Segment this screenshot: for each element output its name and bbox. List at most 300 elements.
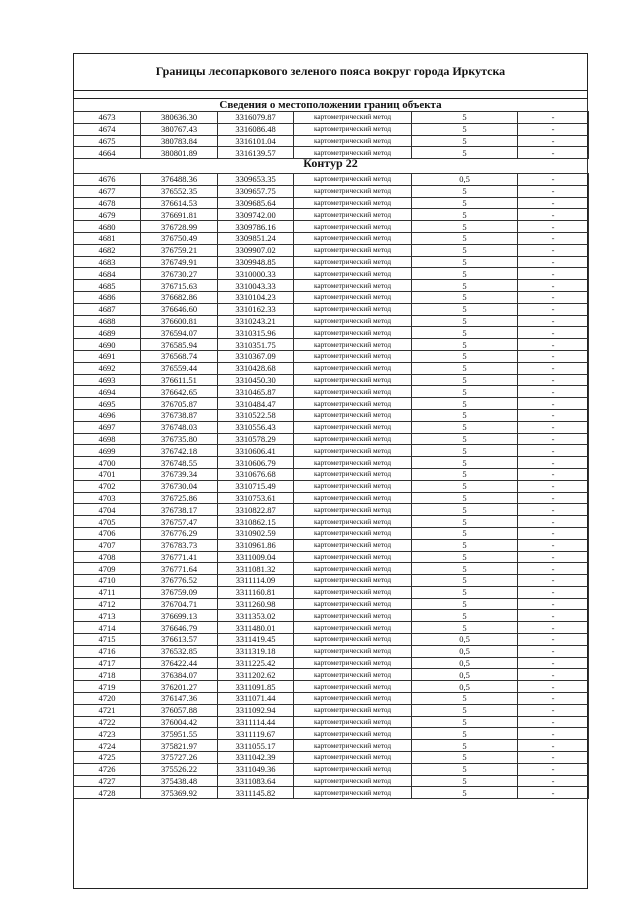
point-number-cell: 4703 <box>74 492 141 504</box>
note-cell: - <box>518 586 589 598</box>
coord-x-cell: 376384.07 <box>141 669 218 681</box>
coord-x-cell: 376738.17 <box>141 504 218 516</box>
table-row <box>74 716 589 728</box>
accuracy-cell: 5 <box>412 421 518 433</box>
coord-y-cell: 3311202.62 <box>218 669 294 681</box>
coord-x-cell: 376757.47 <box>141 516 218 528</box>
note-cell: - <box>518 350 589 362</box>
coord-y-cell: 3311042.39 <box>218 752 294 764</box>
coord-x-cell: 376568.74 <box>141 350 218 362</box>
point-number-cell: 4721 <box>74 704 141 716</box>
accuracy-cell: 5 <box>412 147 518 159</box>
coord-y-cell: 3310351.75 <box>218 339 294 351</box>
coord-y-cell: 3310578.29 <box>218 433 294 445</box>
table-row <box>74 527 589 539</box>
point-number-cell: 4698 <box>74 433 141 445</box>
coord-x-cell: 376748.03 <box>141 421 218 433</box>
coord-x-cell: 376783.73 <box>141 539 218 551</box>
point-number-cell: 4686 <box>74 291 141 303</box>
method-cell: картометрический метод <box>294 740 412 752</box>
point-number-cell: 4675 <box>74 135 141 147</box>
accuracy-cell: 5 <box>412 492 518 504</box>
coord-y-cell: 3311319.18 <box>218 645 294 657</box>
table-row <box>74 752 589 764</box>
table-row <box>74 622 589 634</box>
accuracy-cell: 5 <box>412 787 518 799</box>
point-number-cell: 4726 <box>74 763 141 775</box>
point-number-cell: 4724 <box>74 740 141 752</box>
table-row <box>74 398 589 410</box>
accuracy-cell: 5 <box>412 704 518 716</box>
note-cell: - <box>518 468 589 480</box>
coord-x-cell: 375951.55 <box>141 728 218 740</box>
method-cell: картометрический метод <box>294 256 412 268</box>
accuracy-cell: 5 <box>412 445 518 457</box>
note-cell: - <box>518 787 589 799</box>
method-cell: картометрический метод <box>294 339 412 351</box>
point-number-cell: 4711 <box>74 586 141 598</box>
coord-x-cell: 376739.34 <box>141 468 218 480</box>
note-cell: - <box>518 492 589 504</box>
note-cell: - <box>518 775 589 787</box>
point-number-cell: 4694 <box>74 386 141 398</box>
coord-y-cell: 3310043.33 <box>218 280 294 292</box>
coord-x-cell: 376771.64 <box>141 563 218 575</box>
coord-y-cell: 3310902.59 <box>218 527 294 539</box>
accuracy-cell: 5 <box>412 221 518 233</box>
note-cell: - <box>518 740 589 752</box>
note-cell: - <box>518 610 589 622</box>
method-cell: картометрический метод <box>294 421 412 433</box>
method-cell: картометрический метод <box>294 398 412 410</box>
accuracy-cell: 0,5 <box>412 645 518 657</box>
point-number-cell: 4704 <box>74 504 141 516</box>
method-cell: картометрический метод <box>294 185 412 197</box>
note-cell: - <box>518 752 589 764</box>
accuracy-cell: 5 <box>412 457 518 469</box>
point-number-cell: 4681 <box>74 232 141 244</box>
coord-y-cell: 3311049.36 <box>218 763 294 775</box>
coord-x-cell: 376749.91 <box>141 256 218 268</box>
method-cell: картометрический метод <box>294 681 412 693</box>
point-number-cell: 4717 <box>74 657 141 669</box>
method-cell: картометрический метод <box>294 728 412 740</box>
note-cell: - <box>518 445 589 457</box>
note-cell: - <box>518 575 589 587</box>
coord-x-cell: 376725.86 <box>141 492 218 504</box>
method-cell: картометрический метод <box>294 232 412 244</box>
accuracy-cell: 5 <box>412 409 518 421</box>
point-number-cell: 4689 <box>74 327 141 339</box>
note-cell: - <box>518 516 589 528</box>
coordinates-table-top <box>73 111 589 159</box>
coord-x-cell: 380636.30 <box>141 112 218 124</box>
accuracy-cell: 0,5 <box>412 634 518 646</box>
table-row <box>74 657 589 669</box>
point-number-cell: 4727 <box>74 775 141 787</box>
note-cell: - <box>518 763 589 775</box>
coord-x-cell: 376771.41 <box>141 551 218 563</box>
coordinates-table-contour-22 <box>73 173 589 799</box>
coord-x-cell: 376642.65 <box>141 386 218 398</box>
accuracy-cell: 0,5 <box>412 657 518 669</box>
note-cell: - <box>518 657 589 669</box>
note-cell: - <box>518 504 589 516</box>
table-row <box>74 598 589 610</box>
coord-y-cell: 3309948.85 <box>218 256 294 268</box>
point-number-cell: 4722 <box>74 716 141 728</box>
coord-x-cell: 376552.35 <box>141 185 218 197</box>
point-number-cell: 4683 <box>74 256 141 268</box>
note-cell: - <box>518 409 589 421</box>
table-row <box>74 280 589 292</box>
point-number-cell: 4679 <box>74 209 141 221</box>
coord-x-cell: 376147.36 <box>141 693 218 705</box>
accuracy-cell: 5 <box>412 209 518 221</box>
note-cell: - <box>518 123 589 135</box>
note-cell: - <box>518 480 589 492</box>
coord-x-cell: 376201.27 <box>141 681 218 693</box>
point-number-cell: 4707 <box>74 539 141 551</box>
method-cell: картометрический метод <box>294 787 412 799</box>
table-row <box>74 551 589 563</box>
coord-y-cell: 3311419.45 <box>218 634 294 646</box>
point-number-cell: 4695 <box>74 398 141 410</box>
note-cell: - <box>518 147 589 159</box>
accuracy-cell: 5 <box>412 232 518 244</box>
coord-y-cell: 3311225.42 <box>218 657 294 669</box>
method-cell: картометрический метод <box>294 563 412 575</box>
coord-x-cell: 376614.53 <box>141 197 218 209</box>
point-number-cell: 4715 <box>74 634 141 646</box>
point-number-cell: 4708 <box>74 551 141 563</box>
table-row <box>74 123 589 135</box>
coord-y-cell: 3310428.68 <box>218 362 294 374</box>
point-number-cell: 4688 <box>74 315 141 327</box>
coord-x-cell: 375438.48 <box>141 775 218 787</box>
note-cell: - <box>518 174 589 186</box>
note-cell: - <box>518 209 589 221</box>
note-cell: - <box>518 457 589 469</box>
coord-y-cell: 3311081.32 <box>218 563 294 575</box>
accuracy-cell: 5 <box>412 752 518 764</box>
coord-y-cell: 3316101.04 <box>218 135 294 147</box>
coord-y-cell: 3310715.49 <box>218 480 294 492</box>
table-row <box>74 409 589 421</box>
coord-x-cell: 376742.18 <box>141 445 218 457</box>
table-row <box>74 174 589 186</box>
accuracy-cell: 5 <box>412 504 518 516</box>
coord-y-cell: 3311145.82 <box>218 787 294 799</box>
method-cell: картометрический метод <box>294 492 412 504</box>
coord-y-cell: 3311114.44 <box>218 716 294 728</box>
note-cell: - <box>518 268 589 280</box>
method-cell: картометрический метод <box>294 268 412 280</box>
table-row <box>74 209 589 221</box>
accuracy-cell: 5 <box>412 622 518 634</box>
accuracy-cell: 5 <box>412 763 518 775</box>
table-row <box>74 135 589 147</box>
coord-y-cell: 3309685.64 <box>218 197 294 209</box>
note-cell: - <box>518 315 589 327</box>
table-row <box>74 480 589 492</box>
header-band <box>73 91 588 99</box>
table-row <box>74 221 589 233</box>
coord-y-cell: 3311260.98 <box>218 598 294 610</box>
note-cell: - <box>518 197 589 209</box>
coord-y-cell: 3311114.09 <box>218 575 294 587</box>
table-row <box>74 539 589 551</box>
coord-x-cell: 376488.36 <box>141 174 218 186</box>
table-row <box>74 197 589 209</box>
table-row <box>74 350 589 362</box>
coord-x-cell: 376682.86 <box>141 291 218 303</box>
accuracy-cell: 5 <box>412 303 518 315</box>
method-cell: картометрический метод <box>294 135 412 147</box>
coord-x-cell: 375727.26 <box>141 752 218 764</box>
point-number-cell: 4684 <box>74 268 141 280</box>
note-cell: - <box>518 221 589 233</box>
table-row <box>74 362 589 374</box>
note-cell: - <box>518 539 589 551</box>
table-row <box>74 763 589 775</box>
coord-x-cell: 376748.55 <box>141 457 218 469</box>
table-row <box>74 775 589 787</box>
accuracy-cell: 5 <box>412 350 518 362</box>
accuracy-cell: 5 <box>412 586 518 598</box>
method-cell: картометрический метод <box>294 716 412 728</box>
table-row <box>74 433 589 445</box>
accuracy-cell: 5 <box>412 197 518 209</box>
method-cell: картометрический метод <box>294 527 412 539</box>
method-cell: картометрический метод <box>294 704 412 716</box>
accuracy-cell: 5 <box>412 386 518 398</box>
coord-x-cell: 376738.87 <box>141 409 218 421</box>
coord-x-cell: 376750.49 <box>141 232 218 244</box>
note-cell: - <box>518 232 589 244</box>
method-cell: картометрический метод <box>294 112 412 124</box>
method-cell: картометрический метод <box>294 303 412 315</box>
method-cell: картометрический метод <box>294 575 412 587</box>
coord-x-cell: 376613.57 <box>141 634 218 646</box>
coord-y-cell: 3310961.86 <box>218 539 294 551</box>
coord-x-cell: 376705.87 <box>141 398 218 410</box>
coord-x-cell: 376759.21 <box>141 244 218 256</box>
accuracy-cell: 5 <box>412 398 518 410</box>
point-number-cell: 4697 <box>74 421 141 433</box>
accuracy-cell: 5 <box>412 123 518 135</box>
coord-y-cell: 3310522.58 <box>218 409 294 421</box>
method-cell: картометрический метод <box>294 209 412 221</box>
method-cell: картометрический метод <box>294 409 412 421</box>
accuracy-cell: 5 <box>412 563 518 575</box>
table-row <box>74 563 589 575</box>
coord-x-cell: 375821.97 <box>141 740 218 752</box>
point-number-cell: 4720 <box>74 693 141 705</box>
accuracy-cell: 5 <box>412 291 518 303</box>
coord-x-cell: 380801.89 <box>141 147 218 159</box>
point-number-cell: 4723 <box>74 728 141 740</box>
table-row <box>74 303 589 315</box>
accuracy-cell: 5 <box>412 527 518 539</box>
note-cell: - <box>518 669 589 681</box>
table-row <box>74 112 589 124</box>
coord-x-cell: 376776.52 <box>141 575 218 587</box>
table-row <box>74 232 589 244</box>
accuracy-cell: 5 <box>412 539 518 551</box>
point-number-cell: 4712 <box>74 598 141 610</box>
note-cell: - <box>518 256 589 268</box>
table-row <box>74 504 589 516</box>
note-cell: - <box>518 291 589 303</box>
point-number-cell: 4710 <box>74 575 141 587</box>
coord-y-cell: 3311160.81 <box>218 586 294 598</box>
table-row <box>74 386 589 398</box>
coord-y-cell: 3309786.16 <box>218 221 294 233</box>
method-cell: картометрический метод <box>294 123 412 135</box>
point-number-cell: 4674 <box>74 123 141 135</box>
coord-x-cell: 376585.94 <box>141 339 218 351</box>
note-cell: - <box>518 327 589 339</box>
coord-y-cell: 3309657.75 <box>218 185 294 197</box>
point-number-cell: 4709 <box>74 563 141 575</box>
coord-y-cell: 3310315.96 <box>218 327 294 339</box>
accuracy-cell: 5 <box>412 315 518 327</box>
table-row <box>74 681 589 693</box>
method-cell: картометрический метод <box>294 657 412 669</box>
method-cell: картометрический метод <box>294 752 412 764</box>
method-cell: картометрический метод <box>294 315 412 327</box>
table-row <box>74 244 589 256</box>
note-cell: - <box>518 135 589 147</box>
note-cell: - <box>518 280 589 292</box>
table-row <box>74 575 589 587</box>
note-cell: - <box>518 362 589 374</box>
table-row <box>74 457 589 469</box>
point-number-cell: 4692 <box>74 362 141 374</box>
accuracy-cell: 5 <box>412 362 518 374</box>
method-cell: картометрический метод <box>294 480 412 492</box>
coord-y-cell: 3311353.02 <box>218 610 294 622</box>
note-cell: - <box>518 386 589 398</box>
point-number-cell: 4713 <box>74 610 141 622</box>
table-row <box>74 315 589 327</box>
note-cell: - <box>518 421 589 433</box>
note-cell: - <box>518 185 589 197</box>
note-cell: - <box>518 527 589 539</box>
method-cell: картометрический метод <box>294 362 412 374</box>
note-cell: - <box>518 244 589 256</box>
accuracy-cell: 5 <box>412 693 518 705</box>
accuracy-cell: 5 <box>412 268 518 280</box>
coord-x-cell: 376646.60 <box>141 303 218 315</box>
point-number-cell: 4696 <box>74 409 141 421</box>
note-cell: - <box>518 704 589 716</box>
coord-x-cell: 375526.22 <box>141 763 218 775</box>
coord-x-cell: 376699.13 <box>141 610 218 622</box>
coord-y-cell: 3310606.41 <box>218 445 294 457</box>
coord-x-cell: 380767.43 <box>141 123 218 135</box>
coord-x-cell: 376559.44 <box>141 362 218 374</box>
coord-x-cell: 376735.80 <box>141 433 218 445</box>
coord-y-cell: 3311480.01 <box>218 622 294 634</box>
coord-x-cell: 376715.63 <box>141 280 218 292</box>
note-cell: - <box>518 433 589 445</box>
method-cell: картометрический метод <box>294 291 412 303</box>
coord-y-cell: 3310753.61 <box>218 492 294 504</box>
coord-x-cell: 376691.81 <box>141 209 218 221</box>
accuracy-cell: 5 <box>412 728 518 740</box>
coord-y-cell: 3316086.48 <box>218 123 294 135</box>
method-cell: картометрический метод <box>294 763 412 775</box>
coord-x-cell: 376422.44 <box>141 657 218 669</box>
accuracy-cell: 5 <box>412 327 518 339</box>
point-number-cell: 4700 <box>74 457 141 469</box>
coord-y-cell: 3309653.35 <box>218 174 294 186</box>
method-cell: картометрический метод <box>294 539 412 551</box>
table-row <box>74 327 589 339</box>
coord-x-cell: 376057.88 <box>141 704 218 716</box>
accuracy-cell: 5 <box>412 112 518 124</box>
note-cell: - <box>518 303 589 315</box>
table-row <box>74 704 589 716</box>
point-number-cell: 4718 <box>74 669 141 681</box>
section-title: Сведения о местоположении границ объекта <box>73 99 588 111</box>
coord-y-cell: 3310450.30 <box>218 374 294 386</box>
table-row <box>74 445 589 457</box>
point-number-cell: 4677 <box>74 185 141 197</box>
coord-y-cell: 3311119.67 <box>218 728 294 740</box>
method-cell: картометрический метод <box>294 645 412 657</box>
method-cell: картометрический метод <box>294 693 412 705</box>
point-number-cell: 4693 <box>74 374 141 386</box>
accuracy-cell: 0,5 <box>412 681 518 693</box>
table-row <box>74 185 589 197</box>
accuracy-cell: 5 <box>412 244 518 256</box>
coord-y-cell: 3310465.87 <box>218 386 294 398</box>
coord-x-cell: 376594.07 <box>141 327 218 339</box>
method-cell: картометрический метод <box>294 634 412 646</box>
coord-x-cell: 376730.04 <box>141 480 218 492</box>
coord-y-cell: 3316079.87 <box>218 112 294 124</box>
table-row <box>74 268 589 280</box>
method-cell: картометрический метод <box>294 174 412 186</box>
method-cell: картометрический метод <box>294 327 412 339</box>
method-cell: картометрический метод <box>294 197 412 209</box>
coord-x-cell: 376704.71 <box>141 598 218 610</box>
coord-y-cell: 3309742.00 <box>218 209 294 221</box>
point-number-cell: 4664 <box>74 147 141 159</box>
point-number-cell: 4714 <box>74 622 141 634</box>
point-number-cell: 4691 <box>74 350 141 362</box>
coord-x-cell: 376004.42 <box>141 716 218 728</box>
coord-y-cell: 3310822.87 <box>218 504 294 516</box>
table-row <box>74 339 589 351</box>
table-row <box>74 645 589 657</box>
accuracy-cell: 5 <box>412 468 518 480</box>
coord-y-cell: 3310000.33 <box>218 268 294 280</box>
contour-title: Контур 22 <box>73 154 588 173</box>
table-row <box>74 516 589 528</box>
coord-x-cell: 376646.79 <box>141 622 218 634</box>
point-number-cell: 4690 <box>74 339 141 351</box>
note-cell: - <box>518 339 589 351</box>
coord-y-cell: 3311071.44 <box>218 693 294 705</box>
note-cell: - <box>518 693 589 705</box>
method-cell: картометрический метод <box>294 374 412 386</box>
accuracy-cell: 5 <box>412 374 518 386</box>
table-row <box>74 787 589 799</box>
